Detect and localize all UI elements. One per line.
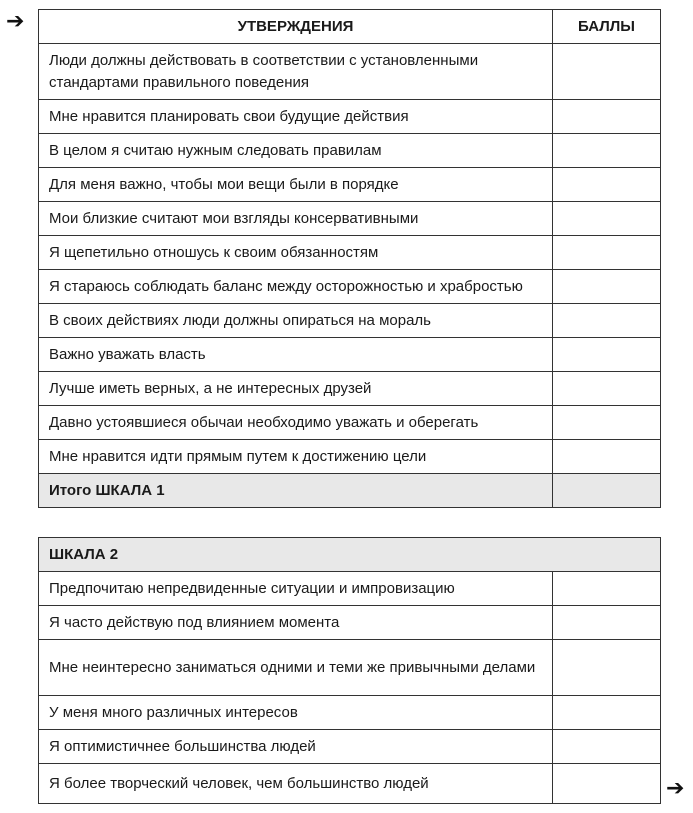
total-label: Итого ШКАЛА 1 — [39, 474, 553, 508]
table-row — [39, 168, 661, 202]
table-row — [39, 44, 661, 100]
table-header-row — [39, 10, 661, 44]
statement-text: Предпочитаю непредвиденные ситуации и импровизацию — [39, 572, 553, 606]
score-cell[interactable] — [553, 134, 661, 168]
score-cell[interactable] — [553, 764, 661, 804]
statement-text: В своих действиях люди должны опираться на мораль — [39, 304, 553, 338]
total-row — [39, 474, 661, 508]
scale-1-table — [38, 9, 661, 508]
statement-text: Мне нравится идти прямым путем к достижению цели — [39, 440, 553, 474]
table-row — [39, 764, 661, 804]
score-cell[interactable] — [553, 304, 661, 338]
statement-text: В целом я считаю нужным следовать правилам — [39, 134, 553, 168]
score-cell[interactable] — [553, 338, 661, 372]
score-cell[interactable] — [553, 730, 661, 764]
table-row — [39, 304, 661, 338]
table-row — [39, 572, 661, 606]
statement-text: Я часто действую под влиянием момента — [39, 606, 553, 640]
arrow-right-icon: ➔ — [6, 9, 25, 34]
table-row — [39, 730, 661, 764]
statement-text: Давно устоявшиеся обычаи необходимо уважать и оберегать — [39, 406, 553, 440]
statements-header: УТВЕРЖДЕНИЯ — [39, 10, 553, 44]
score-header: БАЛЛЫ — [553, 10, 661, 44]
section-label: ШКАЛА 2 — [39, 538, 661, 572]
table-row — [39, 440, 661, 474]
scale-2-table — [38, 537, 661, 804]
score-cell[interactable] — [553, 100, 661, 134]
score-cell[interactable] — [553, 270, 661, 304]
table-row — [39, 134, 661, 168]
score-cell[interactable] — [553, 606, 661, 640]
table-row — [39, 338, 661, 372]
statement-text: Я оптимистичнее большинства людей — [39, 730, 553, 764]
total-score-cell[interactable] — [553, 474, 661, 508]
table-row — [39, 606, 661, 640]
score-cell[interactable] — [553, 168, 661, 202]
statement-text: Мне неинтересно заниматься одними и теми же привычными делами — [39, 640, 553, 696]
score-cell[interactable] — [553, 372, 661, 406]
score-cell[interactable] — [553, 572, 661, 606]
score-cell[interactable] — [553, 202, 661, 236]
table-row — [39, 406, 661, 440]
table-row — [39, 372, 661, 406]
statement-text: Я щепетильно отношусь к своим обязанностям — [39, 236, 553, 270]
table-row — [39, 100, 661, 134]
table-row — [39, 270, 661, 304]
score-cell[interactable] — [553, 236, 661, 270]
statement-text: Люди должны действовать в соответствии с установленными стандартами правильного поведения — [39, 44, 553, 100]
table-row — [39, 696, 661, 730]
section-header-row — [39, 538, 661, 572]
statement-text: У меня много различных интересов — [39, 696, 553, 730]
score-cell[interactable] — [553, 406, 661, 440]
arrow-right-icon: ➔ — [666, 776, 685, 801]
statement-text: Лучше иметь верных, а не интересных друзей — [39, 372, 553, 406]
statement-text: Мои близкие считают мои взгляды консервативными — [39, 202, 553, 236]
statement-text: Для меня важно, чтобы мои вещи были в порядке — [39, 168, 553, 202]
score-cell[interactable] — [553, 640, 661, 696]
statement-text: Важно уважать власть — [39, 338, 553, 372]
statement-text: Я более творческий человек, чем большинство людей — [39, 764, 553, 804]
score-cell[interactable] — [553, 44, 661, 100]
score-cell[interactable] — [553, 696, 661, 730]
score-cell[interactable] — [553, 440, 661, 474]
table-row — [39, 202, 661, 236]
statement-text: Мне нравится планировать свои будущие действия — [39, 100, 553, 134]
table-row — [39, 236, 661, 270]
table-row — [39, 640, 661, 696]
statement-text: Я стараюсь соблюдать баланс между осторожностью и храбростью — [39, 270, 553, 304]
